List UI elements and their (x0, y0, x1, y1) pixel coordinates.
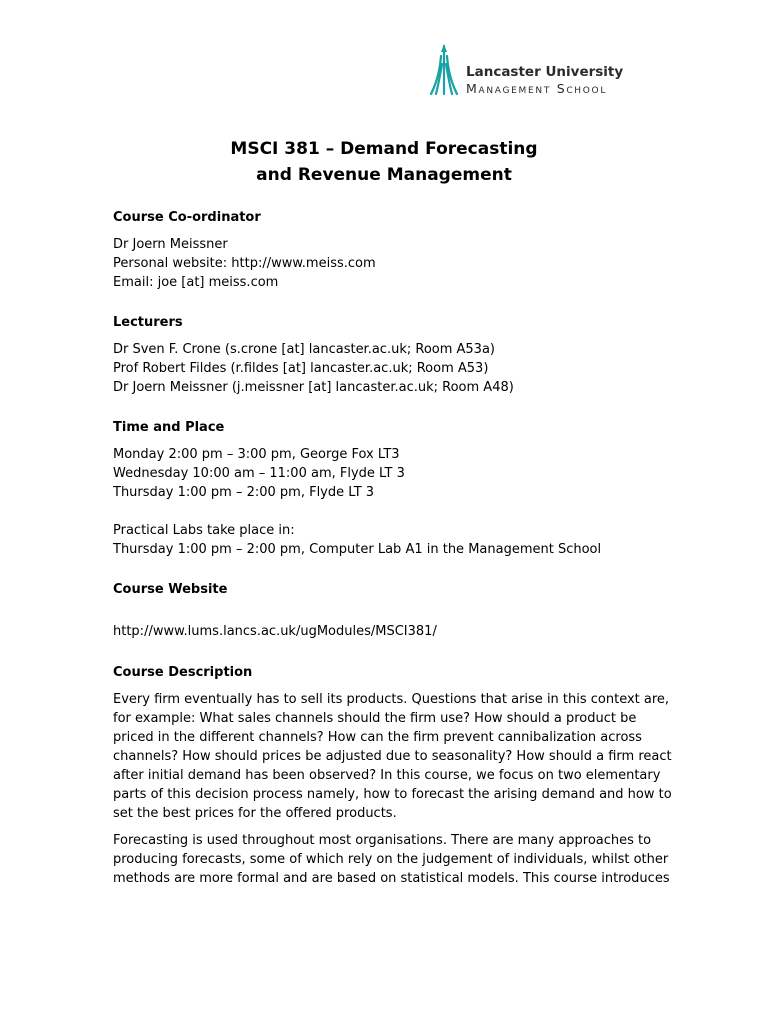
description-line: producing forecasts, some of which rely on the judgement of individuals, whilst other (113, 852, 669, 867)
labs-intro: Practical Labs take place in: (113, 523, 295, 538)
schedule-line: Thursday 1:00 pm – 2:00 pm, Flyde LT 3 (113, 485, 375, 500)
document-title-line-1: MSCI 381 – Demand Forecasting (230, 139, 538, 159)
lecturer-line: Dr Joern Meissner (j.meissner [at] lancaster.ac.uk; Room A48) (113, 380, 514, 395)
website-heading: Course Website (113, 582, 228, 597)
description-line: set the best prices for the offered products. (113, 806, 397, 821)
description-heading: Course Description (113, 665, 253, 680)
logo-university-name: Lancaster University (466, 64, 624, 80)
university-logo (428, 44, 668, 98)
coordinator-name: Dr Joern Meissner (113, 237, 228, 252)
time-place-heading: Time and Place (113, 420, 225, 435)
description-line: channels? How should prices be adjusted due to seasonality? How should a firm react (113, 749, 672, 764)
coordinator-email: Email: joe [at] meiss.com (113, 275, 279, 290)
description-line: Every firm eventually has to sell its products. Questions that arise in this context are, (113, 692, 670, 707)
description-line: after initial demand has been observed? In this course, we focus on two elementary (113, 768, 661, 783)
description-line: priced in the different channels? How can the firm prevent cannibalization across (113, 730, 642, 745)
document-title-line-2: and Revenue Management (256, 165, 512, 185)
labs-schedule: Thursday 1:00 pm – 2:00 pm, Computer Lab A1 in the Management School (113, 542, 602, 557)
schedule-line: Monday 2:00 pm – 3:00 pm, George Fox LT3 (113, 447, 400, 462)
lecturers-heading: Lecturers (113, 315, 183, 330)
coordinator-website: Personal website: http://www.meiss.com (113, 256, 376, 271)
lecturer-line: Dr Sven F. Crone (s.crone [at] lancaster.ac.uk; Room A53a) (113, 342, 495, 357)
description-line: for example: What sales channels should the firm use? How should a product be (113, 711, 637, 726)
website-url: http://www.lums.lancs.ac.uk/ugModules/MSCI381/ (113, 624, 437, 639)
description-line: parts of this decision process namely, how to forecast the arising demand and how to (113, 787, 672, 802)
university-crest-icon (428, 44, 460, 98)
description-line: methods are more formal and are based on statistical models. This course introduces (113, 871, 670, 886)
schedule-line: Wednesday 10:00 am – 11:00 am, Flyde LT 3 (113, 466, 405, 481)
lecturer-line: Prof Robert Fildes (r.fildes [at] lancaster.ac.uk; Room A53) (113, 361, 489, 376)
coordinator-heading: Course Co-ordinator (113, 210, 261, 225)
description-line: Forecasting is used throughout most organisations. There are many approaches to (113, 833, 652, 848)
logo-school-name: Management School (466, 81, 608, 96)
